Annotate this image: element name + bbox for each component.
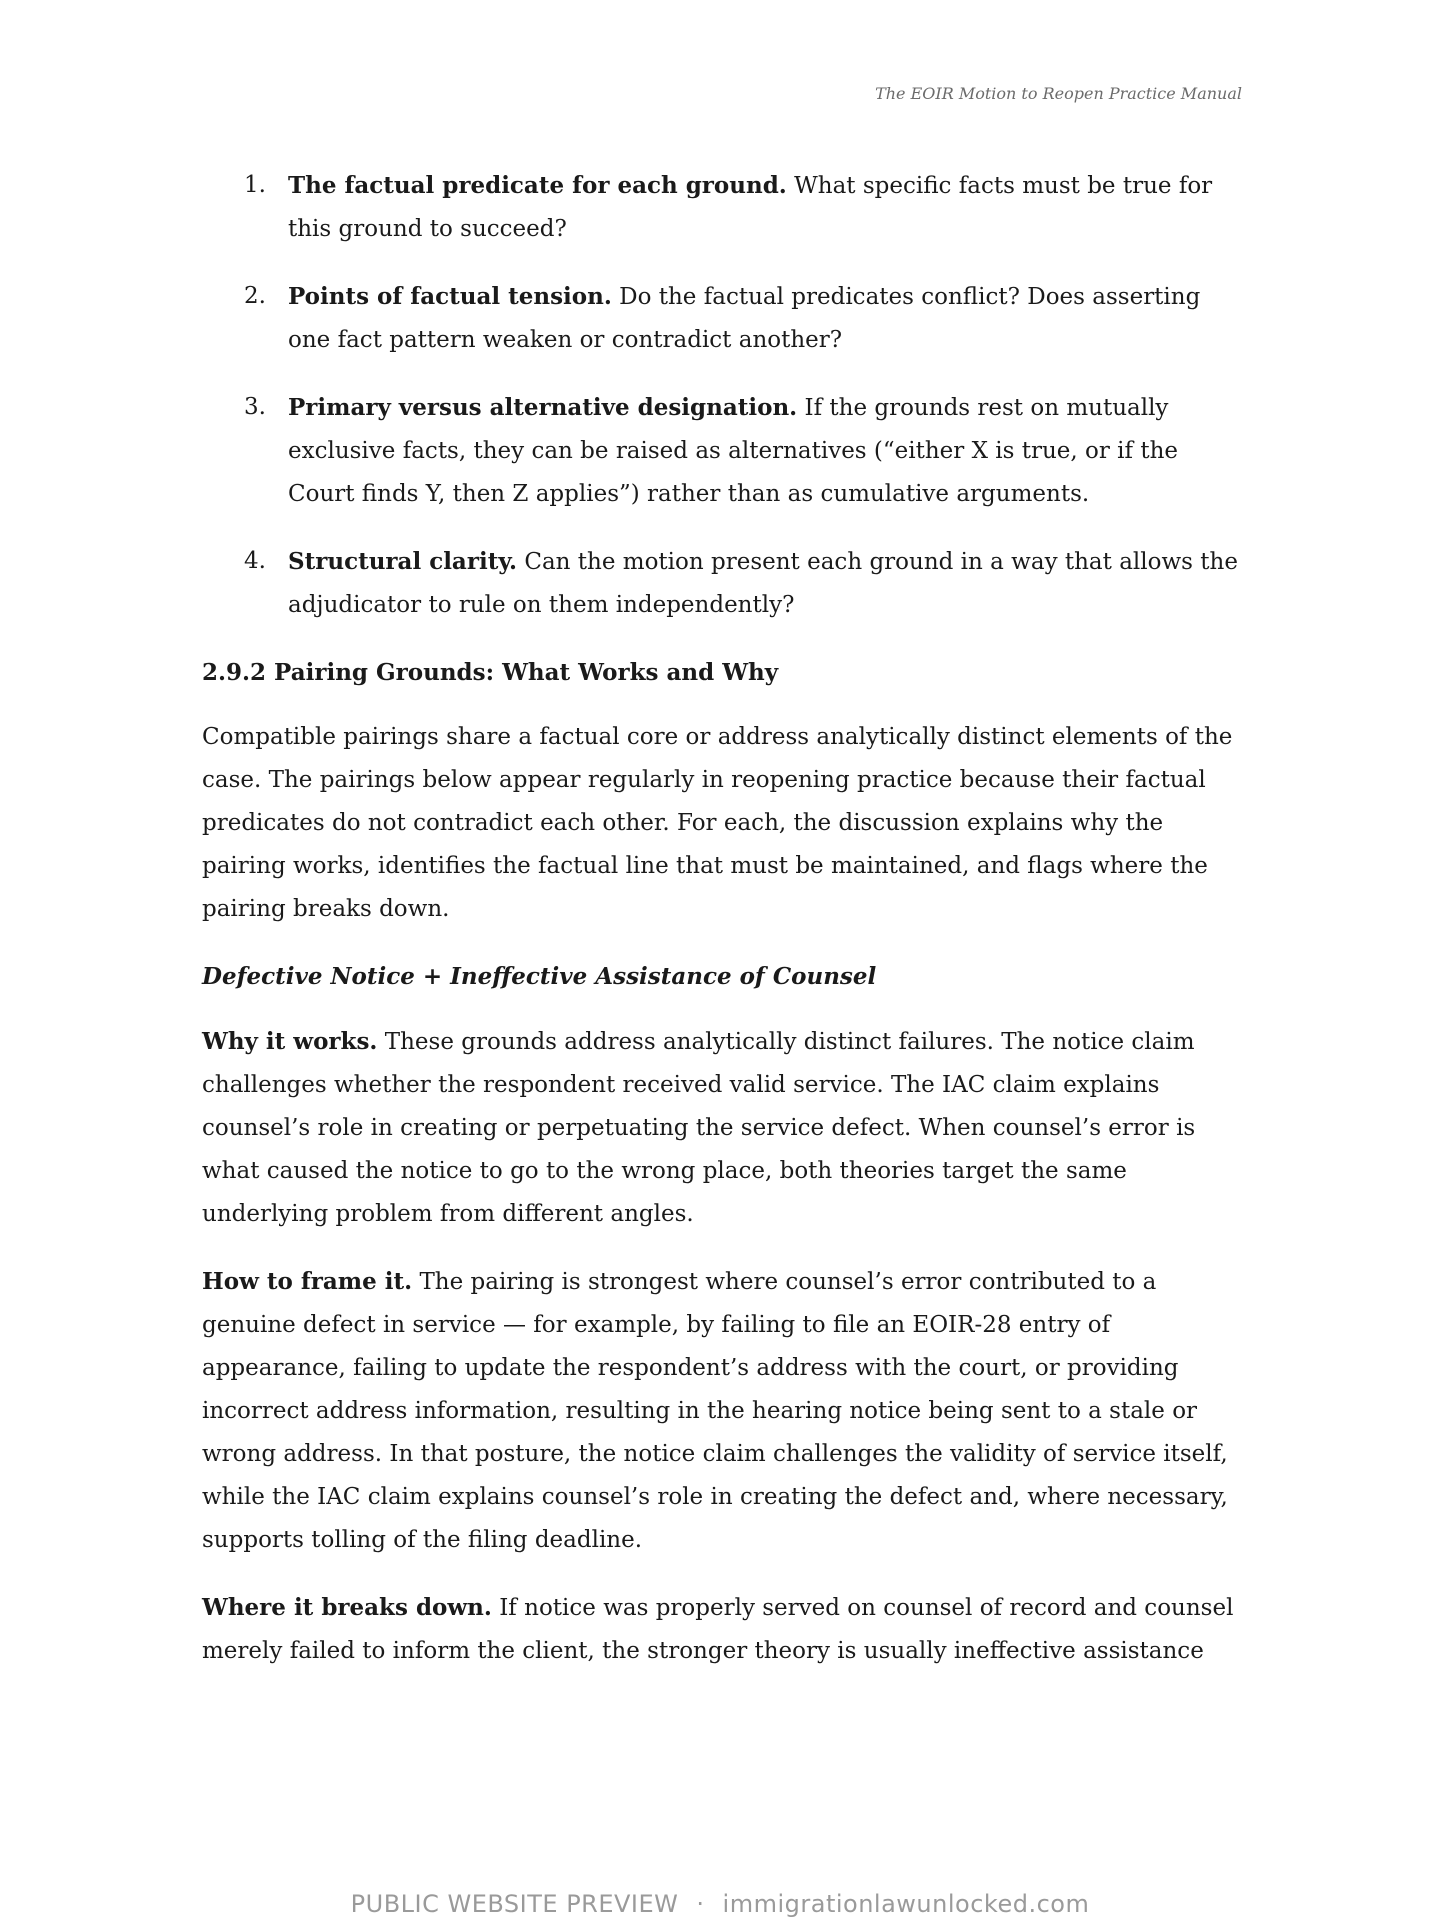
footer-separator: ·	[696, 1890, 705, 1918]
section-intro: Compatible pairings share a factual core or address analytically distinct elements of the case. The pairings below appear regularly in reopening practice because their factual predicates do not contradict each other. For each, the discussion explains why the pairing works, identifies the factual line that must be maintained, and flags where the pairing breaks down.	[202, 724, 1233, 922]
list-item-lead: Primary versus alternative designation.	[288, 394, 798, 421]
list-number: 3.	[244, 394, 266, 420]
pairing-title: Defective Notice + Ineffective Assistance of Counsel	[202, 963, 877, 990]
list-item-lead: The factual predicate for each ground.	[288, 172, 787, 199]
why-it-works-paragraph	[202, 1020, 1242, 1236]
list-item-text: What specific facts must be true for this ground to succeed?	[288, 173, 1213, 242]
list-item	[202, 164, 1242, 251]
list-number: 1.	[244, 172, 266, 198]
list-item	[202, 386, 1242, 516]
list-item	[202, 540, 1242, 627]
list-item-text: Can the motion present each ground in a way that allows the adjudicator to rule on them independently?	[288, 549, 1238, 618]
list-number: 4.	[244, 548, 266, 574]
list-item-text: If the grounds rest on mutually exclusive facts, they can be raised as alternatives (“either X is true, or if the Court finds Y, then Z applies”) rather than as cumulative arguments.	[288, 395, 1179, 507]
where-it-breaks-text: If notice was properly served on counsel of record and counsel merely failed to inform the client, the stronger theory is usually ineffective assistance	[202, 1595, 1234, 1664]
preview-footer	[0, 1890, 1440, 1918]
list-item-lead: Points of factual tension.	[288, 283, 612, 310]
list-item	[202, 275, 1242, 362]
where-it-breaks-paragraph	[202, 1586, 1242, 1673]
considerations-list	[202, 164, 1242, 627]
footer-label: PUBLIC WEBSITE PREVIEW	[350, 1890, 679, 1918]
footer-site-link[interactable]: immigrationlawunlocked.com	[722, 1890, 1090, 1918]
where-it-breaks-lead: Where it breaks down.	[202, 1594, 492, 1621]
list-number: 2.	[244, 283, 266, 309]
page-content	[202, 164, 1242, 1697]
how-to-frame-lead: How to frame it.	[202, 1268, 413, 1295]
why-it-works-text: These grounds address analytically distinct failures. The notice claim challenges whether the respondent received valid service. The IAC claim explains counsel’s role in creating or perpetuating the service defect. When counsel’s error is what caused the notice to go to the wrong place, both theories target the same underlying problem from different angles.	[202, 1029, 1196, 1227]
why-it-works-lead: Why it works.	[202, 1028, 378, 1055]
running-header: The EOIR Motion to Reopen Practice Manual	[875, 84, 1242, 103]
list-item-text: Do the factual predicates conflict? Does asserting one fact pattern weaken or contradict another?	[288, 284, 1201, 353]
how-to-frame-text: The pairing is strongest where counsel’s error contributed to a genuine defect in service — for example, by failing to file an EOIR-28 entry of appearance, failing to update the respondent’s address with the court, or providing incorrect address information, resulting in the hearing notice being sent to a stale or wrong address. In that posture, the notice claim challenges the validity of service itself, while the IAC claim explains counsel’s role in creating the defect and, where necessary, supports tolling of the filing deadline.	[202, 1269, 1228, 1553]
how-to-frame-paragraph	[202, 1260, 1242, 1562]
list-item-lead: Structural clarity.	[288, 548, 518, 575]
section-heading: 2.9.2 Pairing Grounds: What Works and Why	[202, 659, 779, 686]
